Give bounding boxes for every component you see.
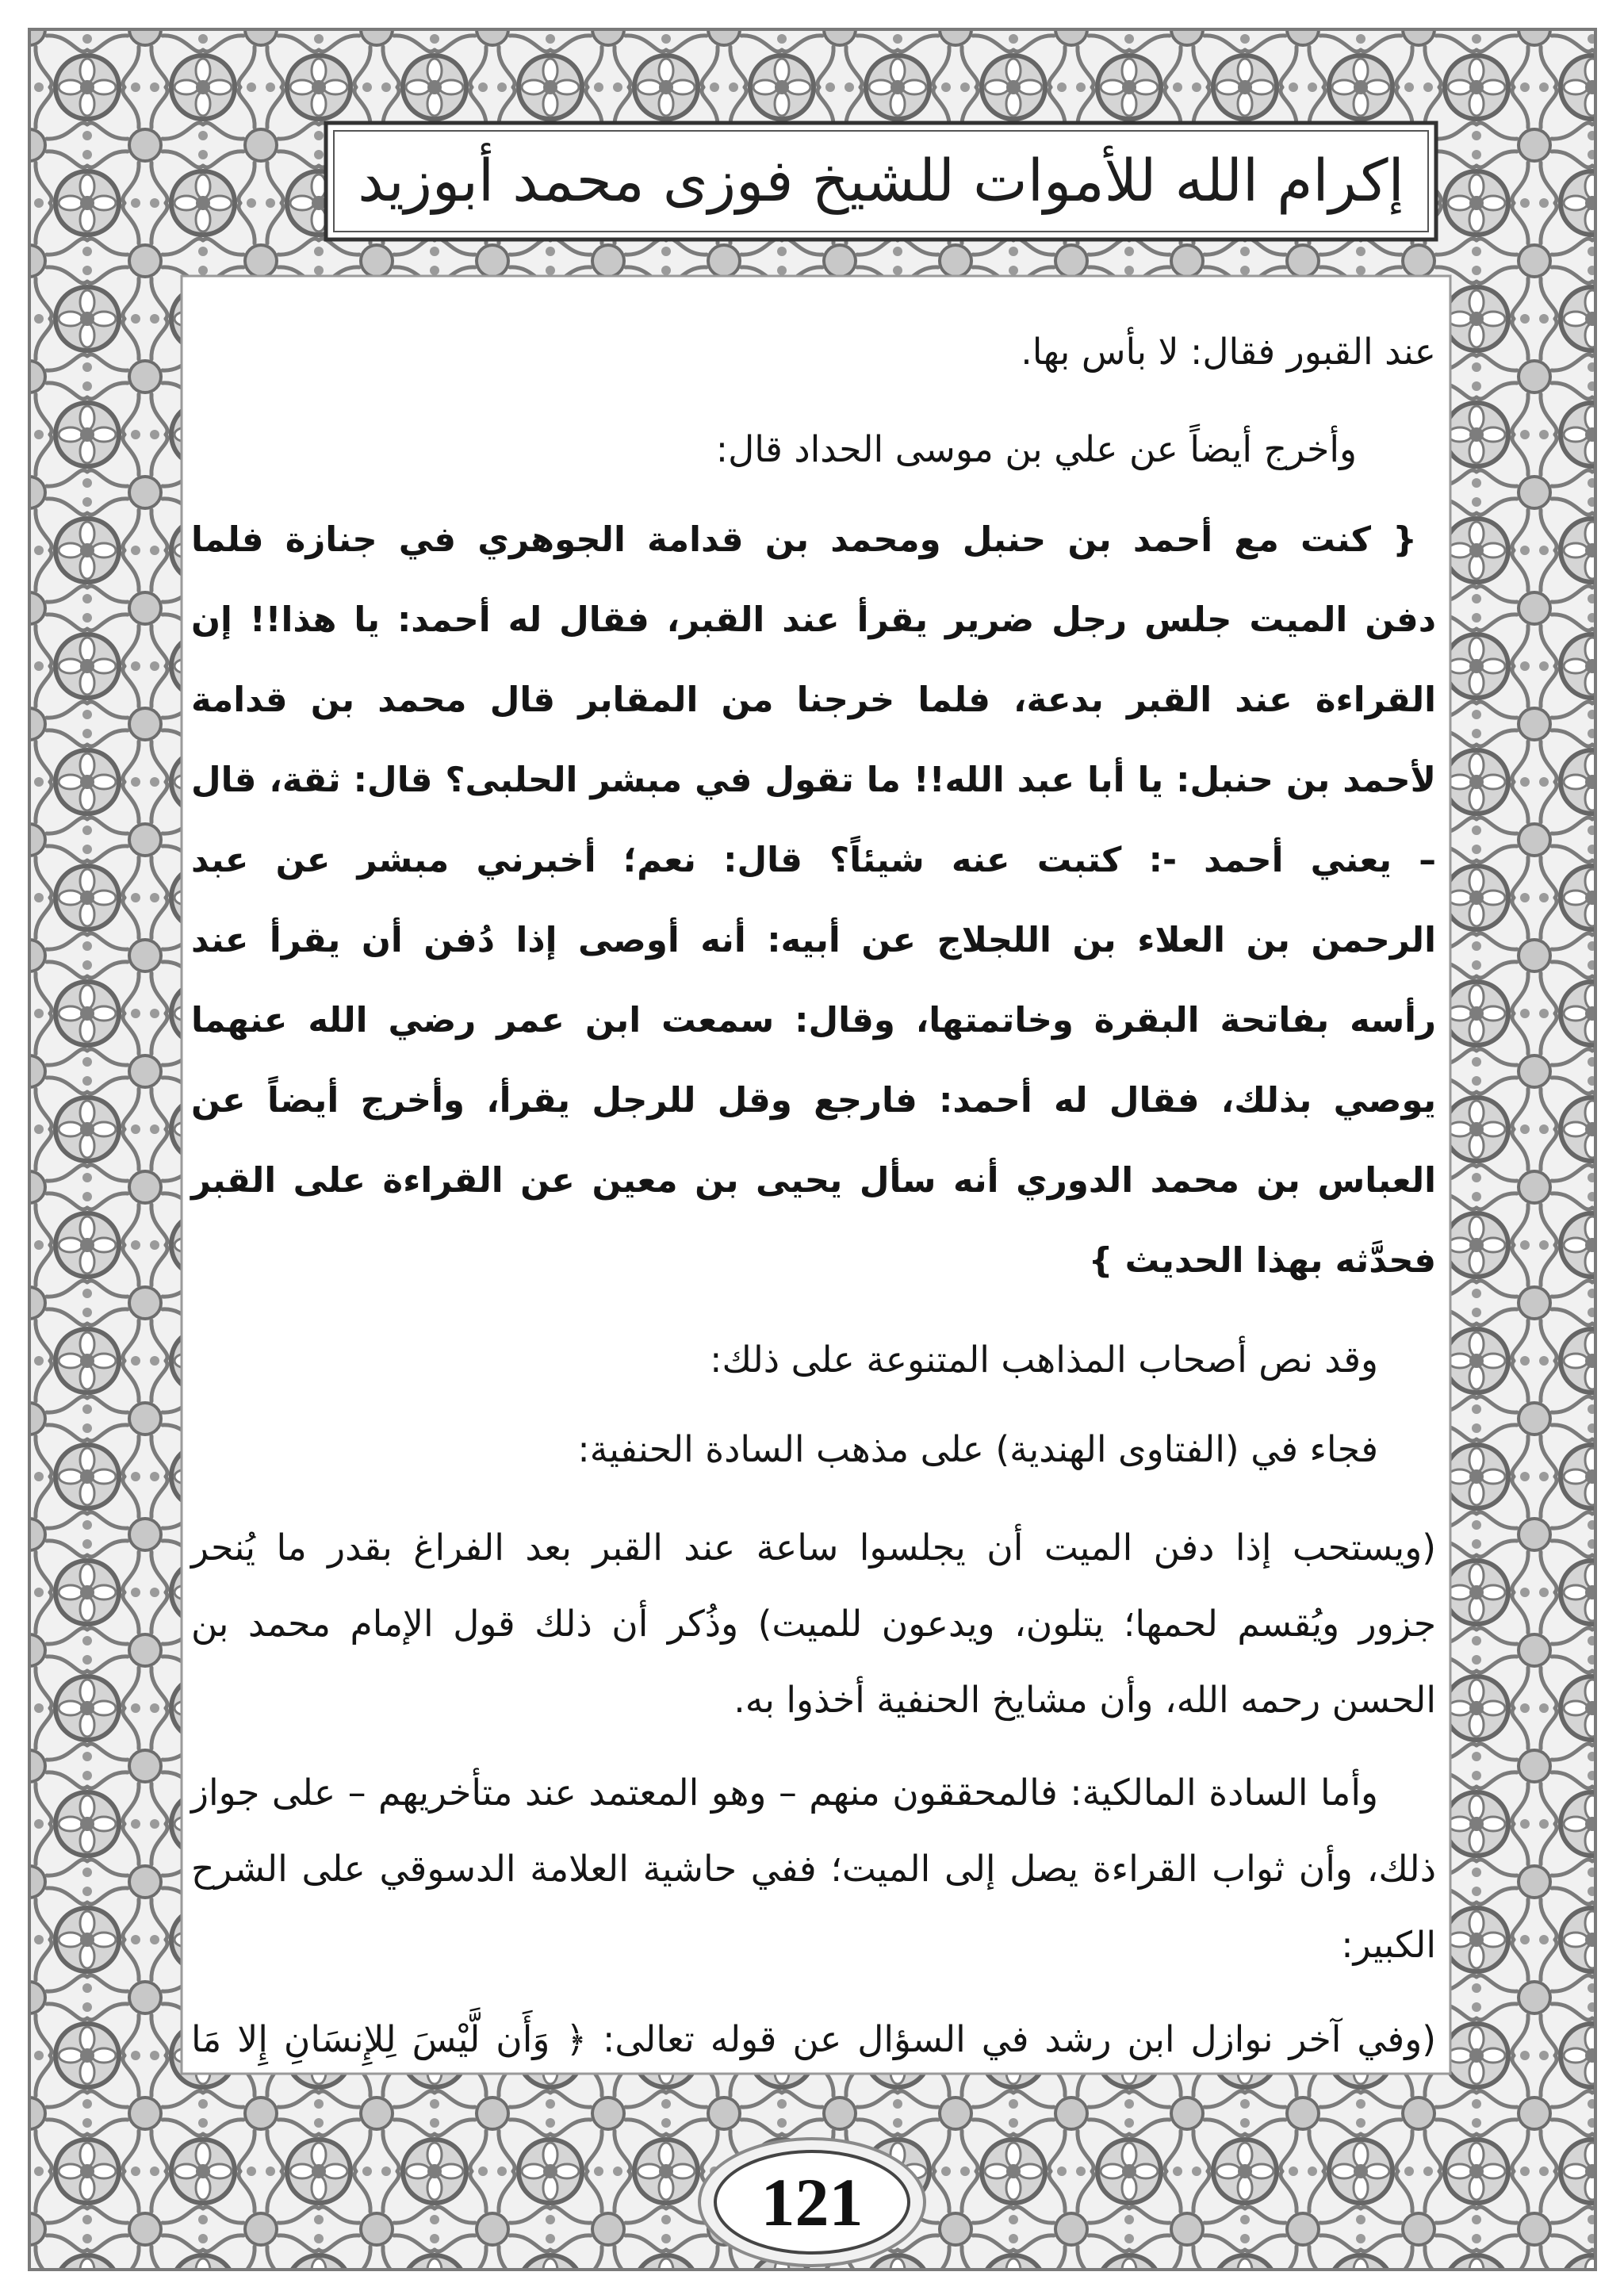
page-number: 121: [760, 2164, 864, 2240]
text-line: الكبير:: [1341, 1924, 1436, 1966]
text-line: فجاء في (الفتاوى الهندية) على مذهب السادة الحنفية:: [577, 1428, 1378, 1470]
text-line: الحسن رحمه الله، وأن مشايخ الحنفية أخذوا به.: [733, 1679, 1436, 1721]
paragraph: [191, 1755, 1436, 1983]
text-line: عند القبور فقال: لا بأس بها.: [1021, 331, 1436, 373]
paragraph: [191, 1322, 1436, 1398]
quote-line: رأسه بفاتحة البقرة وخاتمتها، وقال: سمعت ابن عمر رضي الله عنهما: [191, 1001, 1436, 1040]
page-body: [191, 314, 1436, 2078]
text-line: وأخرج أيضاً عن علي بن موسى الحداد قال:: [715, 428, 1357, 470]
paragraph: [191, 412, 1436, 488]
quote-line: لأحمد بن حنبل: يا أبا عبد الله!! ما تقول في مبشر الحلبى؟ قال: ثقة، قال: [191, 760, 1436, 800]
text-line: وقد نص أصحاب المذاهب المتنوعة على ذلك:: [710, 1339, 1378, 1381]
quote-line: العباس بن محمد الدوري أنه سأل يحيى بن معين عن القراءة على القبر: [191, 1161, 1436, 1201]
quote-line: دفن الميت جلس رجل ضرير يقرأ عند القبر، فقال له أحمد: يا هذا!! إن: [191, 600, 1436, 640]
quote-line: يوصي بذلك، فقال له أحمد: فارجع وقل للرجل يقرأ، وأخرج أيضاً عن: [191, 1081, 1436, 1121]
quote-line: الرحمن بن العلاء بن اللجلاج عن أبيه: أنه أوصى إذا دُفن أن يقرأ عند: [191, 921, 1436, 960]
paragraph: [191, 314, 1436, 390]
quote-line: { كنت مع أحمد بن حنبل ومحمد بن قدامة الجوهري في جنازة فلما: [191, 520, 1417, 560]
paragraph: [191, 1412, 1436, 1488]
text-line: (ويستحب إذا دفن الميت أن يجلسوا ساعة عند القبر بعد الفراغ بقدر ما يُنحر: [191, 1527, 1436, 1569]
quote-line: – يعني أحمد -: كتبت عنه شيئاً؟ قال: نعم؛ أخبرني مبشر عن عبد: [191, 841, 1436, 880]
text-line: جزور ويُقسم لحمها؛ يتلون، ويدعون للميت) وذُكر أن ذلك قول الإمام محمد بن: [191, 1603, 1436, 1645]
text-line: ذلك، وأن ثواب القراءة يصل إلى الميت؛ ففي حاشية العلامة الدسوقي على الشرح: [191, 1848, 1436, 1890]
page-header-title: إكرام الله للأموات للشيخ فوزى محمد أبوزيد: [358, 147, 1404, 215]
quote-line: فحدَّثه بهذا الحديث }: [1088, 1241, 1436, 1281]
header-title-box: [326, 123, 1436, 239]
paragraph: [191, 1510, 1436, 1738]
text-line: (وفي آخر نوازل ابن رشد في السؤال عن قوله تعالى: ﴿ وَأَن لَّيْسَ لِلإِنسَانِ إِلا مَا: [191, 2018, 1436, 2060]
quote-line: القراءة عند القبر بدعة، فلما خرجنا من المقابر قال محمد بن قدامة: [191, 680, 1436, 720]
hadith-quote: [191, 500, 1436, 1301]
paragraph: [191, 2002, 1436, 2078]
text-line: وأما السادة المالكية: فالمحققون منهم – وهو المعتمد عند متأخريهم – على جواز: [191, 1772, 1378, 1814]
